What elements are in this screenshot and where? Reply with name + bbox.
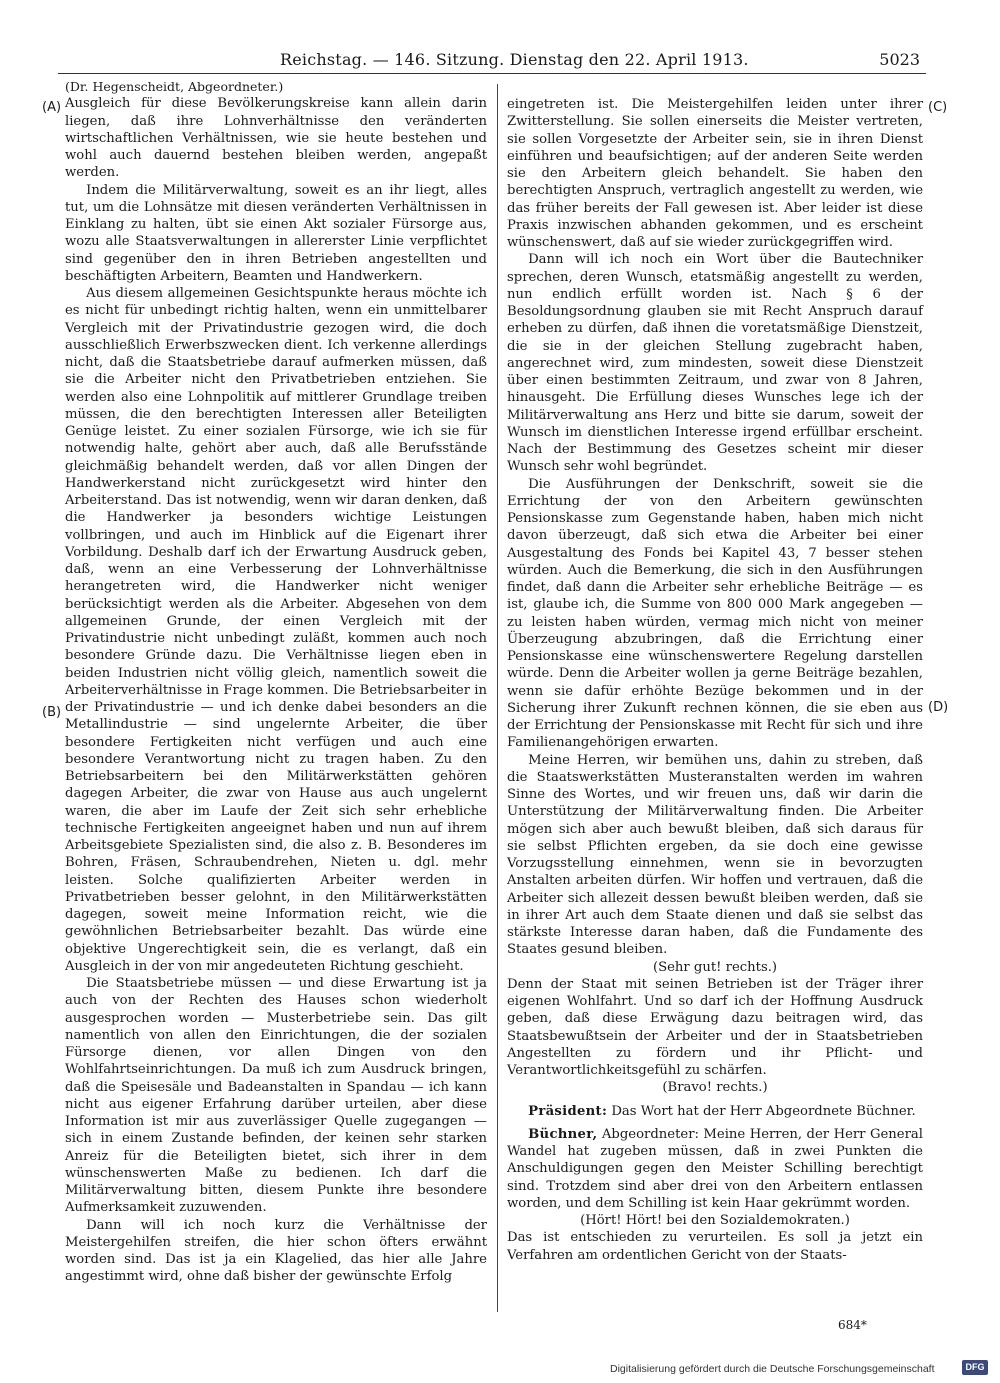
margin-marker-a: (A) — [42, 100, 62, 115]
header-rule — [58, 73, 926, 74]
paragraph: Dann will ich noch ein Wort über die Bautechniker sprechen, deren Wunsch, etatsmäßig angestellt zu werden, nun endlich erfüllt worden ist. Nach § 6 der Besoldungsordnung glauben sie mit Recht Anspruch darauf erheben zu dürfen, daß ihnen die voretatsmäßige Dienstzeit, die sie in der gleichen Stellung zugebracht haben, angerechnet wird, zum mindesten, soweit diese Dienstzeit über einen bestimmten Zeitraum, und zwar von 8 Jahren, hinausgeht. Die Erfüllung dieses Wunsches lege ich der Militärverwaltung ans Herz und bitte sie darum, soweit der Wunsch im dienstlichen Interesse irgend erfüllbar erscheint. Nach der Bestimmung des Gesetzes scheint mir dieser Wunsch sehr wohl begründet. — [507, 252, 923, 475]
margin-marker-b: (B) — [42, 705, 62, 720]
interjection: (Sehr gut! rechts.) — [652, 959, 778, 975]
paragraph: Dann will ich noch kurz die Verhältnisse der Meistergehilfen streifen, die hier schon öfters erwähnt worden sind. Das ist ja ein Klagelied, das hier alle Jahre angestimmt wird, ohne daß bisher der gewünschte Erfolg — [65, 1217, 487, 1285]
margin-marker-d: (D) — [928, 700, 949, 715]
paragraph: Aus diesem allgemeinen Gesichtspunkte heraus möchte ich es nicht für unbedingt richtig halten, wenn ein unmittelbarer Vergleich mit der Privatindustrie gezogen wird, die doch ausschließlich Erwerbszwecken dient. Ich verkenne allerdings nicht, daß die Staatsbetriebe darauf aufmerken müssen, daß sie die Arbeiter nicht den Privatbetrieben entziehen. Sie werden also eine Lohnpolitik auf mittlerer Grundlage treiben müssen, die den berechtigten Interessen aller Beteiligten Genüge leistet. Zu einer sozialen Fürsorge, wie ich sie für notwendig halte, gehört aber auch, daß alle Berufsstände gleichmäßig behandelt werden, daß vor allen Dingen der Handwerkerstand nicht zurückgesetzt wird hinter den Arbeiterstand. Das ist notwendig, wenn wir daran denken, daß die Handwerker ja besonders wichtige Leistungen vollbringen, und auch im Hinblick auf die Eigenart ihrer Vorbildung. Deshalb darf ich der Erwartung Ausdruck geben, daß, wenn an eine Verbesserung der Lohnverhältnisse herangetreten wird, die Handwerker nicht weniger berücksichtigt werden als die Arbeiter. Abgesehen von dem allgemeinen Grunde, der einen Vergleich mit der Privatindustrie nicht unbedingt zuläßt, kommen auch noch besondere Gründe dazu. Die Verhältnisse liegen eben in beiden Industrien nicht völlig gleich, namentlich soweit die Arbeiterverhältnisse in Frage kommen. Die Betriebsarbeiter in der Privatindustrie — und ich denke dabei besonders an die Metallindustrie — sind ungelernte Arbeiter, die über besondere Fertigkeiten nicht verfügen und auch eine besondere Verantwortung nicht zu tragen haben. Zu den Betriebsarbeitern bei den Militärwerkstätten gehören dagegen Arbeiter, die zwar von Hause aus auch ungelernt waren, die aber im Laufe der Zeit sich sehr erhebliche technische Fertigkeiten angeeignet haben und nun auf ihrem Arbeitsgebiete Spezialisten sind, die also z. B. Besonderes im Bohren, Fräsen, Schraubendrehen, Nieten u. dgl. mehr leisten. Solche qualifizierten Arbeiter werden in Privatbetrieben besser gelohnt, in den Militärwerkstätten dagegen, soweit meine Information reicht, wie die gewöhnlichen Betriebsarbeiter bezahlt. Das würde eine objektive Ungerechtigkeit sein, die es verlangt, daß ein Ausgleich in der von mir angedeuteten Richtung geschieht. — [65, 286, 487, 974]
signature-mark: 684* — [838, 1318, 867, 1332]
paragraph: Das ist entschieden zu verurteilen. Es soll ja jetzt ein Verfahren am ordentlichen Gericht von der Staats- — [507, 1230, 923, 1263]
speaker-label: Büchner, — [528, 1126, 598, 1142]
speaker-label: Präsident: — [528, 1103, 608, 1119]
statement-text: Das Wort hat der Herr Abgeordnete Büchner. — [611, 1103, 916, 1119]
paragraph: Meine Herren, wir bemühen uns, dahin zu streben, daß die Staatswerkstätten Musteranstalten werden im wahren Sinne des Wortes, und wir freuen uns, daß wir darin die Unterstützung der Militärverwaltung finden. Die Arbeiter mögen sich aber auch bewußt bleiben, daß sich daraus für sie selbst Pflichten ergeben, da sie doch eine gewisse Vorzugsstellung einnehmen, wenn sie in bevorzugten Anstalten arbeiten dürfen. Wir hoffen und vertrauen, daß die Arbeiter sich allezeit dessen bewußt bleiben werden, daß sie in ihrer Art auch dem Staate dienen und daß sie selbst das stärkste Interesse daran haben, daß die Fundamente des Staates gesund bleiben. — [507, 752, 923, 958]
margin-marker-c: (C) — [928, 100, 948, 115]
paragraph: Die Ausführungen der Denkschrift, soweit sie die Errichtung der von den Arbeitern gewünschten Pensionskasse zum Gegenstande haben, haben mich nicht davon überzeugt, daß sich etwa die Arbeiter bei einer Ausgestaltung des Fonds bei Kapitel 43, 7 besser stehen würden. Auch die Bemerkung, die sich in den Ausführungen findet, daß dann die Arbeiter sehr erhebliche Beiträge — es ist, glaube ich, die Summe von 800 000 Mark angegeben — zu leisten haben würden, vermag mich nicht von meiner Überzeugung abzubringen, daß die Errichtung einer Pensionskasse eine wünschenswertere Regelung darstellen würde. Denn die Arbeiter wollen ja gerne Beiträge bezahlen, wenn sie dafür erhöhte Bezüge bekommen und in der Sicherung ihrer Zukunft rechnen können, die sie eben aus der Errichtung der Pensionskasse mit Recht für sich und ihre Familienangehörigen erwarten. — [507, 476, 923, 751]
buechner-statement — [507, 1126, 923, 1212]
digitization-credit: Digitalisierung gefördert durch die Deutsche Forschungsgemeinschaft — [610, 1363, 935, 1375]
left-column — [65, 78, 487, 1286]
speaker-note: (Dr. Hegenscheidt, Abgeordneter.) — [65, 79, 284, 94]
running-title: Reichstag. — 146. Sitzung. Dienstag den 22. April 1913. — [280, 50, 749, 69]
right-column — [507, 96, 923, 1264]
paragraph: Indem die Militärverwaltung, soweit es an ihr liegt, alles tut, um die Lohnsätze mit diesen veränderten Verhältnissen in Einklang zu halten, übt sie einen Akt sozialer Fürsorge aus, wozu alle Staatsverwaltungen in allererster Linie verpflichtet sind gegenüber den in ihren Betrieben angestellten und beschäftigten Arbeitern, Beamten und Handwerkern. — [65, 182, 487, 284]
statement-text: Meine Herren, der Herr General Wandel hat zugeben müssen, daß in zwei Punkten die Anschuldigungen gegen den Meister Schilling berechtigt sind. Trotzdem sind aber drei von den Arbeitern entlassen worden, und dem Schilling ist kein Haar gekrümmt worden. — [507, 1126, 923, 1211]
paragraph: Ausgleich für diese Bevölkerungskreise kann allein darin liegen, daß ihre Lohnverhältnisse den veränderten wirtschaftlichen Verhältnissen, wie sie heute bestehen und wohl auch dauernd bestehen bleiben werden, angepaßt werden. — [65, 96, 487, 181]
interjection: (Bravo! rechts.) — [662, 1080, 768, 1096]
page-number: 5023 — [879, 50, 920, 69]
paragraph: Denn der Staat mit seinen Betrieben ist der Träger ihrer eigenen Wohlfahrt. Und so darf ich der Hoffnung Ausdruck geben, daß diese Erwägung dazu beitragen wird, das Staatsbewußtsein der Arbeiter und der in Staatsbetrieben Angestellten zu fördern und ihr Pflicht- und Verantwortlichkeitsgefühl zu schärfen. — [507, 976, 923, 1078]
interjection: (Hört! Hört! bei den Sozialdemokraten.) — [580, 1213, 850, 1228]
president-statement — [507, 1103, 923, 1120]
speaker-role: Abgeordneter: — [601, 1126, 699, 1142]
page-header — [100, 50, 920, 72]
paragraph: eingetreten ist. Die Meistergehilfen leiden unter ihrer Zwitterstellung. Sie sollen einerseits die Meister vertreten, sie sollen Vorgesetzte der Arbeiter sein, sie in ihren Dienst einführen und beaufsichtigen; auf der anderen Seite werden sie den Arbeitern gleich behandelt. Sie haben den berechtigten Anspruch, vertraglich angestellt zu werden, wie das früher bereits der Fall gewesen ist. Aber leider ist diese Praxis inzwischen abhanden gekommen, und es erscheint wünschenswert, daß auf sie wieder zurückgegriffen wird. — [507, 97, 923, 250]
dfg-logo: DFG — [962, 1360, 988, 1375]
column-divider — [497, 84, 498, 1312]
paragraph: Die Staatsbetriebe müssen — und diese Erwartung ist ja auch von der Rechten des Hauses schon wiederholt ausgesprochen worden — Musterbetriebe sein. Das gilt namentlich von allen den Einrichtungen, die der sozialen Fürsorge dienen, vor allen Dingen von den Wohlfahrtseinrichtungen. Da muß ich zum Ausdruck bringen, daß die Speisesäle und Badeanstalten in Spandau — ich kann nicht aus eigener Erfahrung darüber urteilen, aber diese Information ist mir aus zuverlässiger Quelle zugegangen — sich in einem Zustande befinden, der keinen sehr starken Anreiz für die Beteiligten bietet, sich ihrer in dem wünschenswerten Maße zu bedienen. Ich darf die Militärverwaltung bitten, diesem Punkte ihre besondere Aufmerksamkeit zuzuwenden. — [65, 976, 487, 1216]
